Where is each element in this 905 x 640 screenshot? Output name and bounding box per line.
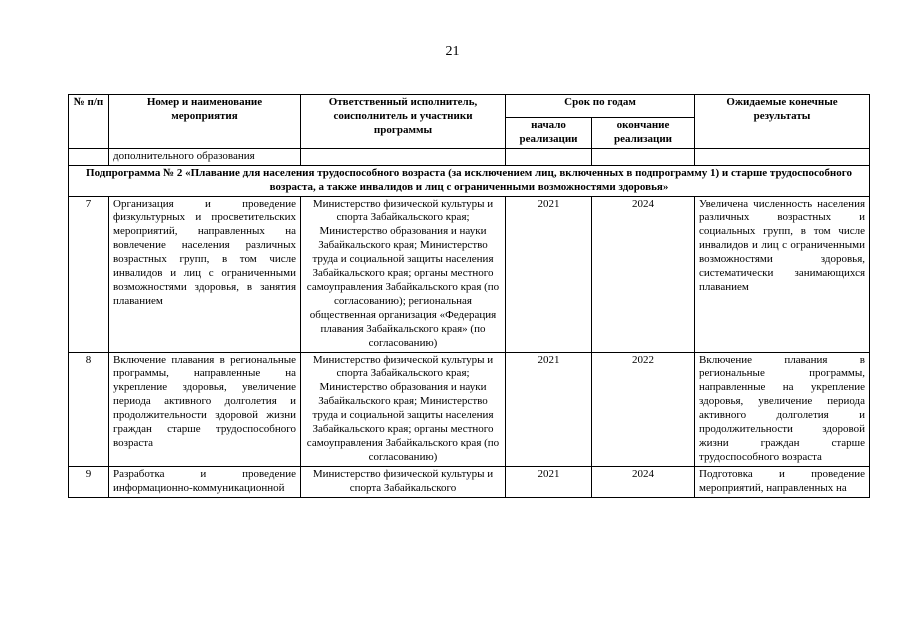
row-executors: Министерство физической культуры и спорта Забайкальского: [301, 466, 506, 497]
row-results: Подготовка и проведение мероприятий, направленных на: [695, 466, 870, 497]
row-name: Разработка и проведение информационно-коммуникационной: [109, 466, 301, 497]
row-num: 7: [69, 196, 109, 352]
subprogram-row: [69, 165, 870, 196]
header-name: Номер и наименование мероприятия: [109, 95, 301, 149]
row-end: 2022: [592, 352, 695, 466]
row-end: 2024: [592, 196, 695, 352]
row-executors: Министерство физической культуры и спорта Забайкальского края; Министерство образования и науки Забайкальского края; Министерство труда и социальной защиты населения Забайкальского края; органы местного самоуправления Забайкальского края (по согласованию): [301, 352, 506, 466]
continuation-row: [69, 148, 870, 165]
row-start: 2021: [506, 466, 592, 497]
row-results: Включение плавания в региональные программы, направленные на укрепление здоровья, увеличение периода активного долголетия и продолжительности здоровой жизни граждан старше трудоспособного возраста: [695, 352, 870, 466]
row-name: Организация и проведение физкультурных и просветительских мероприятий, направленных на вовлечение населения различных возрастных групп, в том числе инвалидов и лиц с ограниченными возможностями здоровья, в занятия плаванием: [109, 196, 301, 352]
header-start: начало реализации: [506, 118, 592, 149]
row-executors: Министерство физической культуры и спорта Забайкальского края; Министерство образования и науки Забайкальского края; Министерство труда и социальной защиты населения Забайкальского края; органы местного самоуправления Забайкальского края (по согласованию); региональная общественная организация «Федерация плавания Забайкальского края» (по согласованию): [301, 196, 506, 352]
header-term: Срок по годам: [506, 95, 695, 118]
header-end: окончание реализации: [592, 118, 695, 149]
header-row: [69, 95, 870, 118]
table-row: [69, 352, 870, 466]
row-results: Увеличена численность населения различных возрастных и социальных групп, в том числе инвалидов и лиц с ограниченными возможностями здоровья, систематически занимающихся плаванием: [695, 196, 870, 352]
program-table: [68, 94, 870, 498]
row-name: Включение плавания в региональные программы, направленные на укрепление здоровья, увеличение периода активного долголетия и продолжительности здоровой жизни граждан старше трудоспособного возраста: [109, 352, 301, 466]
row-num: 9: [69, 466, 109, 497]
table-row: [69, 196, 870, 352]
row-end: 2024: [592, 466, 695, 497]
header-num: № п/п: [69, 95, 109, 149]
subprogram-title: Подпрограмма № 2 «Плавание для населения трудоспособного возраста (за исключением лиц, включенных в подпрограмму 1) и старше трудоспособного возраста, а также инвалидов и лиц с ограниченными возможностями здоровья»: [69, 165, 870, 196]
header-results: Ожидаемые конечные результаты: [695, 95, 870, 149]
table-row: [69, 466, 870, 497]
page-number: 21: [445, 44, 460, 59]
row-start: 2021: [506, 196, 592, 352]
continuation-text: дополнительного образования: [109, 148, 301, 165]
header-executors: Ответственный исполнитель, соисполнитель и участники программы: [301, 95, 506, 149]
row-num: 8: [69, 352, 109, 466]
row-start: 2021: [506, 352, 592, 466]
